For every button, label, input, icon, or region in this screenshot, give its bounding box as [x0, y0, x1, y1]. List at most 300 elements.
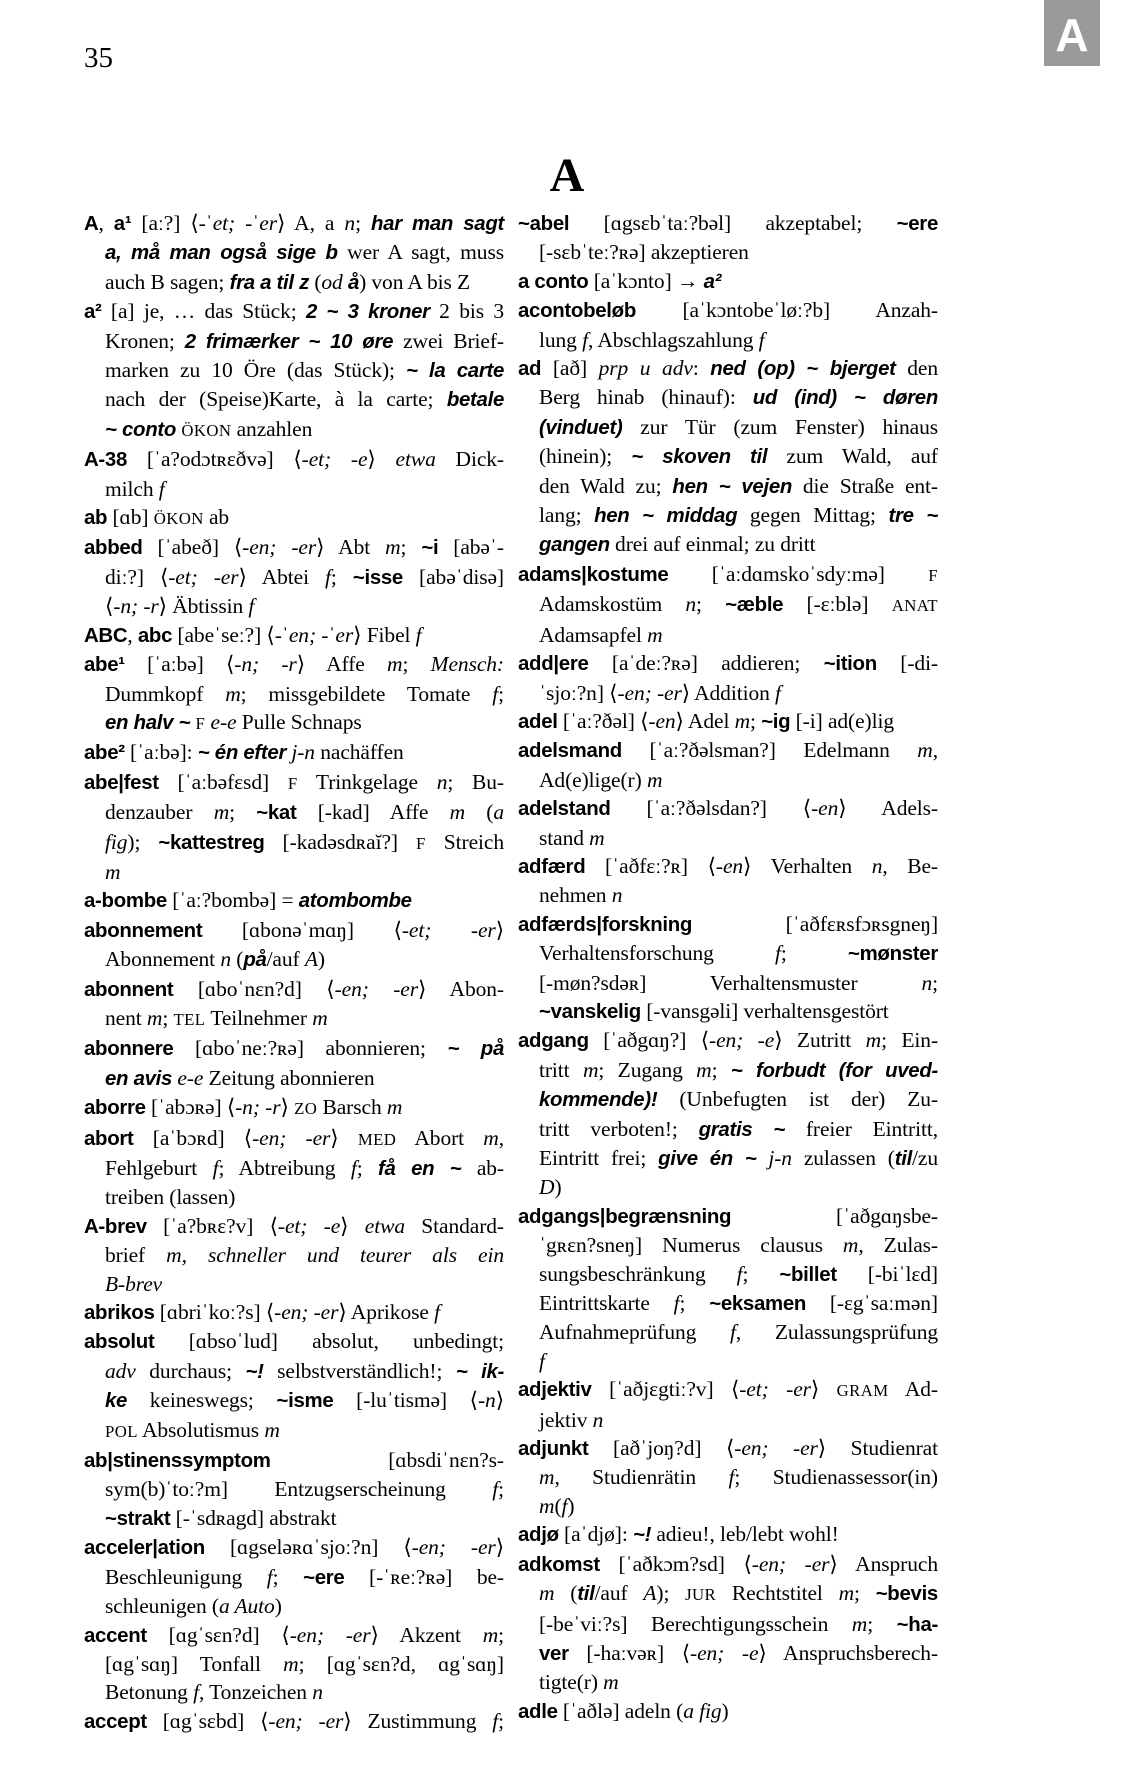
entry-line	[84, 1446, 504, 1475]
text-segment: m	[386, 1095, 403, 1120]
text-segment: zur Tür (zum Fenster) hinaus	[622, 414, 938, 439]
text-segment: -en; -e	[709, 1028, 775, 1053]
entry-line	[518, 590, 938, 620]
entry-line	[84, 268, 504, 297]
text-segment: ⟩ Abon-	[418, 976, 504, 1001]
text-segment: [ɑgseləʀɑˈsjoː?n] ⟨	[204, 1535, 412, 1560]
text-segment: [ˈaðlə] adeln (	[557, 1698, 684, 1723]
entry-line	[518, 530, 938, 559]
text-segment: -en; -er	[411, 1535, 496, 1560]
text-segment: ABC	[84, 624, 128, 647]
text-segment: ~ én efter	[197, 742, 287, 765]
text-segment: abonnement	[84, 919, 203, 942]
text-segment: ~isse	[352, 566, 403, 589]
text-segment: ke	[105, 1390, 128, 1413]
text-segment: GRAM	[836, 1381, 889, 1401]
text-segment: ; Zugang	[598, 1057, 697, 1082]
text-segment: (	[231, 947, 244, 972]
text-segment: j-n	[291, 740, 315, 765]
text-segment: ~ere	[896, 213, 938, 235]
text-segment: [abeˈseː?] ⟨	[172, 622, 275, 647]
text-segment: lung	[539, 327, 583, 352]
text-segment: give én ~	[658, 1148, 757, 1170]
text-segment: f	[350, 1156, 357, 1180]
text-segment: TEL	[173, 1009, 206, 1029]
text-segment: Kronen;	[105, 328, 185, 353]
text-segment: -n; -r	[113, 594, 159, 619]
text-segment: Berg hinab (hinauf):	[539, 385, 753, 410]
dictionary-entry	[518, 1550, 938, 1697]
text-segment: stand	[539, 825, 590, 850]
text-segment: ~ere	[303, 1566, 345, 1589]
dictionary-entry	[84, 1446, 504, 1533]
entry-line	[518, 1347, 938, 1375]
text-segment: ⟩ Zutritt	[774, 1028, 866, 1053]
text-segment: abe|fest	[84, 771, 159, 794]
text-segment: [ˈaːdɑmskoˈsdyːmə]	[668, 561, 929, 586]
entry-line	[84, 1034, 504, 1063]
dictionary-entry	[84, 1327, 504, 1446]
text-segment: gegen Mittag;	[737, 503, 889, 528]
entry-line	[84, 1563, 504, 1592]
text-segment: /zu	[912, 1146, 938, 1170]
text-segment: f	[158, 476, 165, 501]
text-segment: )	[567, 1493, 575, 1518]
text-segment: abonnent	[84, 978, 174, 1001]
text-segment: å	[348, 271, 360, 294]
entry-line	[518, 1520, 938, 1549]
entry-line	[518, 560, 938, 590]
text-segment: a	[493, 800, 504, 825]
text-segment: ab|stinenssymptom	[84, 1450, 271, 1473]
text-segment: ~billet	[779, 1263, 837, 1286]
text-segment: m	[647, 622, 663, 647]
text-segment: adle	[518, 1700, 558, 1723]
text-segment: tre ~	[888, 505, 938, 528]
entry-line	[518, 1144, 938, 1173]
text-segment: [ˈaː?ðəlsman?] Edelmann	[621, 738, 918, 763]
dictionary-entry	[84, 1621, 504, 1707]
text-segment: -ˈen; -ˈer	[274, 622, 354, 647]
entry-line	[84, 592, 504, 620]
entry-line	[84, 1327, 504, 1356]
text-segment: Rechtstitel	[716, 1581, 839, 1606]
text-segment: a²	[703, 270, 722, 293]
entry-line	[84, 621, 504, 650]
text-segment: [-ɛgˈsaːmən]	[806, 1291, 938, 1316]
text-segment: D	[539, 1175, 555, 1200]
text-segment: diː?] ⟨	[105, 564, 169, 589]
text-segment: -n	[477, 1388, 496, 1413]
text-segment: freier Eintritt,	[784, 1116, 938, 1141]
text-segment: /auf	[266, 947, 305, 972]
text-segment: ⟩ Anspruchsberech-	[758, 1640, 938, 1665]
entry-line	[518, 1550, 938, 1579]
entry-line	[518, 1492, 938, 1520]
entry-line	[518, 852, 938, 881]
text-segment: m	[646, 767, 663, 792]
dictionary-entry	[84, 975, 504, 1035]
entry-line	[84, 385, 504, 414]
text-segment: ⟩ Adel	[675, 708, 735, 733]
entry-line	[84, 503, 504, 533]
entry-line	[518, 1434, 938, 1463]
dictionary-entry	[84, 533, 504, 620]
text-segment: A	[304, 947, 318, 972]
dictionary-entry	[518, 707, 938, 736]
text-segment: ⟨	[105, 594, 114, 619]
text-segment: ˈsjoː?n] ⟨	[539, 680, 618, 705]
text-segment: zulassen (	[791, 1146, 895, 1170]
text-segment: adv	[105, 1358, 136, 1383]
text-segment: m	[842, 1233, 859, 1258]
text-segment: accent	[84, 1624, 147, 1647]
text-segment: ;	[356, 1156, 379, 1180]
text-segment: -en; -er	[268, 1708, 344, 1733]
text-segment: [ɑb]	[107, 505, 154, 530]
text-segment: ;	[696, 592, 726, 617]
text-segment: , Tonzeichen	[198, 1680, 313, 1705]
text-segment: ⟩	[280, 1095, 295, 1120]
text-segment: f	[266, 1564, 273, 1589]
text-segment: f	[730, 1320, 736, 1345]
text-segment: ,	[932, 738, 938, 763]
text-segment: betale	[446, 389, 504, 412]
text-segment: accept	[84, 1710, 147, 1733]
text-segment: ⟩	[495, 1388, 504, 1413]
text-segment: drei auf einmal; zu dritt	[609, 532, 816, 557]
text-segment: JUR	[685, 1585, 717, 1605]
entry-line	[518, 939, 938, 968]
entry-line	[84, 650, 504, 679]
text-segment: j-n	[768, 1146, 792, 1170]
text-segment: ; missgebildete Tomate	[240, 681, 493, 706]
text-segment: a fig	[683, 1698, 722, 1723]
text-segment: Dick-	[435, 447, 504, 472]
text-segment: ~ på	[447, 1038, 505, 1061]
section-tab-letter: A	[1055, 9, 1089, 61]
text-segment: , Be-	[882, 853, 938, 878]
text-segment: ~!	[245, 1360, 264, 1383]
entry-line	[518, 1668, 938, 1696]
text-segment: [ˈa?odɔtʀɛðvə] ⟨	[127, 447, 302, 472]
text-segment: -en; -er	[252, 1125, 331, 1150]
text-segment: );	[127, 829, 159, 854]
text-segment: [-ɛːblə]	[783, 592, 892, 617]
text-segment: m	[264, 1417, 280, 1442]
text-segment: ⟩ Abtei	[238, 564, 326, 589]
text-segment: Aufnahmeprüfung	[539, 1320, 731, 1345]
text-segment: a²	[84, 301, 102, 324]
entry-line	[518, 1026, 938, 1055]
entry-line	[84, 1183, 504, 1211]
text-segment: ;	[854, 1581, 876, 1606]
text-segment: fra a til z	[229, 271, 310, 294]
text-segment: ⟩ Abt	[316, 535, 386, 560]
text-segment: [-ˈʀeː?ʀə] be-	[344, 1564, 504, 1589]
text-segment: m	[146, 1005, 163, 1030]
text-segment: ZO	[294, 1099, 318, 1119]
text-segment: ~ forbudt (for uved-	[730, 1059, 938, 1082]
entry-line	[518, 679, 938, 707]
text-segment: [aˈkɔnto] →	[588, 268, 704, 293]
text-segment: Eintrittskarte	[539, 1291, 674, 1316]
text-segment: ~ skoven til	[631, 446, 768, 469]
text-segment: f	[736, 1261, 743, 1286]
text-segment: [ˈaðfɛː?ʀ] ⟨	[585, 853, 716, 878]
text-segment: sym(b)ˈtoː?m] Entzugserscheinung	[105, 1477, 493, 1502]
text-segment: [ˈaðkɔm?sd] ⟨	[599, 1551, 752, 1576]
entry-line	[84, 768, 504, 798]
text-segment: -et; -er	[739, 1377, 811, 1402]
text-segment: m	[105, 859, 121, 884]
text-segment	[757, 1146, 769, 1170]
text-segment: [ɑgˈsɛn?d] ⟨	[146, 1622, 290, 1647]
text-segment: n	[685, 592, 697, 617]
text-segment: ~ conto	[105, 418, 177, 441]
text-segment: ;	[402, 652, 431, 677]
text-segment: (	[554, 1493, 562, 1518]
entry-line	[84, 798, 504, 827]
text-segment: hen ~ middag	[594, 505, 738, 528]
dictionary-entry	[84, 768, 504, 887]
entry-line	[84, 1298, 504, 1327]
text-segment: -en; -er	[274, 1300, 339, 1325]
text-segment: [aˈkɔntobeˈløː?b] Anzah-	[636, 298, 938, 323]
text-segment: Beschleunigung	[105, 1564, 267, 1589]
text-segment: brief	[105, 1243, 167, 1268]
text-segment: f	[758, 327, 765, 352]
text-segment: ~bevis	[875, 1583, 938, 1606]
text-segment: [aˈbɔʀd] ⟨	[133, 1125, 253, 1150]
entry-line	[84, 1270, 504, 1298]
text-segment: ) von A bis Z	[359, 269, 471, 294]
dictionary-entry	[84, 916, 504, 975]
entry-line	[518, 1697, 938, 1726]
text-segment: [ɑbonəˈmɑŋ] ⟨	[202, 917, 402, 942]
entry-line	[84, 1504, 504, 1533]
dictionary-entry	[84, 1707, 504, 1736]
text-segment: en avis	[105, 1067, 173, 1090]
text-segment: ~æble	[725, 594, 784, 617]
text-segment: [-haːvəʀ] ⟨	[568, 1640, 691, 1665]
dictionary-entry	[84, 1124, 504, 1212]
text-segment: m	[283, 1651, 299, 1676]
text-segment: m	[696, 1057, 712, 1082]
text-segment: [-di-	[876, 651, 938, 676]
entry-line	[84, 356, 504, 385]
dictionary-entry	[518, 1434, 938, 1520]
entry-line	[518, 1375, 938, 1405]
text-segment: -en	[715, 853, 744, 878]
text-segment: )	[317, 947, 325, 972]
text-segment: [ɑgsɛbˈtaː?bəl] akzeptabel;	[569, 211, 897, 235]
text-segment: Betonung	[105, 1680, 194, 1705]
entry-line	[518, 296, 938, 325]
dictionary-entry	[518, 649, 938, 707]
text-segment: -en; -er	[289, 1622, 371, 1647]
dictionary-entry	[84, 1093, 504, 1123]
text-segment: etwa	[395, 447, 436, 472]
dictionary-entry	[84, 1034, 504, 1093]
text-segment: m	[482, 1622, 499, 1647]
text-segment: ~isme	[276, 1390, 334, 1413]
text-segment: ver	[539, 1642, 569, 1665]
entry-line	[518, 1406, 938, 1434]
text-segment: f	[673, 1291, 680, 1316]
dictionary-entry	[84, 1298, 504, 1327]
entry-line	[518, 354, 938, 383]
entry-line	[518, 649, 938, 678]
text-segment: ;	[272, 1564, 304, 1589]
text-segment: Dummkopf	[105, 681, 226, 706]
text-segment: abc	[137, 624, 173, 647]
text-segment: f	[728, 1465, 735, 1490]
entry-line	[518, 707, 938, 736]
text-segment: ~vanskelig	[539, 1000, 641, 1023]
text-segment: f	[539, 1348, 545, 1373]
dictionary-entry	[518, 1202, 938, 1375]
text-segment: adjø	[518, 1524, 559, 1547]
text-segment: ÖKON	[181, 420, 232, 440]
text-segment: schleunigen (	[105, 1594, 219, 1619]
text-segment: sungsbeschränkung	[539, 1261, 737, 1286]
text-segment: ~ ik-	[455, 1360, 504, 1383]
text-segment: Adamskostüm	[539, 592, 686, 617]
text-segment: f	[415, 622, 422, 647]
dictionary-entry	[518, 1697, 938, 1726]
text-segment: adgangs|begrænsning	[518, 1205, 732, 1228]
text-segment: ⟩ Äbtissin	[158, 594, 249, 619]
text-segment: adgang	[518, 1030, 589, 1053]
text-segment: ~eksamen	[709, 1293, 807, 1316]
text-segment: adams|kostume	[518, 563, 669, 586]
entry-line	[84, 1004, 504, 1034]
text-segment: Trinkgelage	[297, 769, 437, 794]
entry-line	[518, 794, 938, 823]
text-segment: [ˈabɔʀə] ⟨	[145, 1095, 236, 1120]
entry-line	[84, 1416, 504, 1446]
entry-line	[84, 1475, 504, 1503]
dictionary-entry	[84, 621, 504, 650]
text-segment: ~i	[421, 537, 439, 560]
entry-line	[84, 1678, 504, 1706]
entry-line	[84, 1064, 504, 1093]
text-segment: ;	[330, 564, 353, 589]
entry-line	[518, 1318, 938, 1346]
text-segment: ⟩	[330, 1125, 358, 1150]
text-segment: , Abschlagszahlung	[587, 327, 759, 352]
text-segment: A-brev	[84, 1215, 147, 1238]
text-segment: -en; -er	[334, 976, 418, 1001]
entry-line	[84, 680, 504, 708]
text-segment: n	[871, 853, 883, 878]
text-segment: [abəˈ-	[438, 535, 504, 560]
text-segment: -en; -er	[751, 1551, 830, 1576]
entry-line	[518, 442, 938, 471]
text-segment: m	[539, 1581, 555, 1606]
text-segment: [ˈaːbə]:	[124, 740, 198, 765]
text-segment: m	[582, 1057, 599, 1082]
dictionary-entry	[518, 560, 938, 649]
text-segment: prp u adv	[598, 356, 693, 381]
text-segment: m, schneller und teurer als ein	[166, 1243, 504, 1268]
entry-line	[518, 1639, 938, 1668]
text-segment: fig	[105, 829, 128, 854]
text-segment: jektiv	[539, 1407, 593, 1432]
entry-line	[84, 945, 504, 974]
text-segment: durchaus;	[135, 1358, 246, 1383]
text-segment: -et; -er	[401, 917, 496, 942]
text-segment: [abəˈdisə]	[402, 564, 504, 589]
text-segment: adjektiv	[518, 1379, 592, 1402]
dictionary-entry	[518, 1375, 938, 1434]
text-segment: ;	[229, 800, 257, 825]
text-segment: marken zu 10 Öre (das Stück);	[105, 358, 407, 383]
entry-line	[84, 475, 504, 503]
text-segment: [a] je, … das Stück;	[101, 299, 306, 324]
dictionary-entry	[84, 503, 504, 533]
text-segment: m	[865, 1028, 882, 1053]
text-segment: abe¹	[84, 654, 125, 677]
text-segment: abonnere	[84, 1038, 174, 1061]
text-segment: )	[554, 1175, 562, 1200]
text-segment: -et; -er	[168, 564, 239, 589]
text-segment: Teilnehmer	[205, 1005, 313, 1030]
text-segment: ab	[203, 505, 230, 530]
text-segment: Streich	[425, 829, 504, 854]
dictionary-entry	[84, 1212, 504, 1298]
entry-line	[84, 327, 504, 356]
text-segment: adelsmand	[518, 740, 622, 763]
text-segment: f	[492, 1477, 499, 1502]
text-segment: ,	[498, 1125, 504, 1150]
text-segment: (vinduet)	[539, 416, 623, 439]
text-segment: Adamsapfel	[539, 622, 648, 647]
entry-line	[84, 858, 504, 886]
text-segment: m	[851, 1611, 868, 1636]
dictionary-entry	[84, 1533, 504, 1620]
text-segment: selbstverständlich!;	[263, 1358, 456, 1383]
text-segment: 2 frimærker ~ 10 øre	[184, 330, 394, 353]
text-segment: treiben (lassen)	[105, 1185, 236, 1210]
dictionary-entry	[518, 736, 938, 794]
text-segment: [ɑboˈneː?ʀə] abonnieren;	[173, 1036, 448, 1061]
text-segment: n	[436, 769, 448, 794]
text-segment: nachäffen	[314, 740, 404, 765]
text-segment: en halv ~	[105, 711, 191, 734]
text-segment: )	[274, 1594, 282, 1619]
text-segment: zum Wald, auf	[767, 444, 938, 469]
text-segment: [ˈaðfɛʀsfɔʀsgneŋ]	[692, 911, 938, 936]
entry-line	[84, 975, 504, 1004]
text-segment: [-luˈtismə] ⟨	[333, 1388, 478, 1413]
entry-line	[518, 1610, 938, 1639]
text-segment: -en	[811, 796, 839, 821]
text-segment: [-vansgəli] verhaltensgestört	[640, 998, 889, 1023]
text-segment: die Straße ent-	[792, 473, 938, 498]
text-segment: Fehlgeburt	[105, 1156, 213, 1180]
entry-line	[518, 766, 938, 794]
text-segment: ad	[518, 358, 542, 381]
entry-line	[84, 708, 504, 738]
text-segment: Barsch	[317, 1095, 387, 1120]
text-segment: );	[656, 1581, 686, 1606]
text-segment: acontobeløb	[518, 300, 637, 323]
text-segment: ;	[679, 1291, 710, 1316]
text-segment: [aðˈjoŋ?d] ⟨	[588, 1436, 735, 1461]
text-segment: m	[734, 708, 751, 733]
